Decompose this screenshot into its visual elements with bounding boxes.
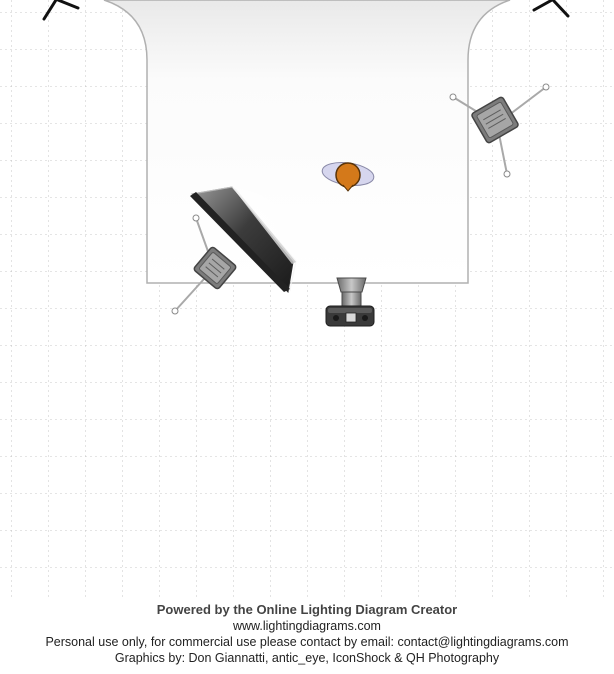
license-text: Personal use only, for commercial use please contact by email: contact@lightingdiagrams.com (45, 635, 569, 649)
footer (0, 602, 614, 666)
website-link[interactable]: www.lightingdiagrams.com (233, 619, 381, 633)
powered-by-text: Powered by the Online Lighting Diagram Creator (156, 602, 458, 617)
credits-text: Graphics by: Don Giannatti, antic_eye, IconShock & QH Photography (114, 651, 500, 665)
